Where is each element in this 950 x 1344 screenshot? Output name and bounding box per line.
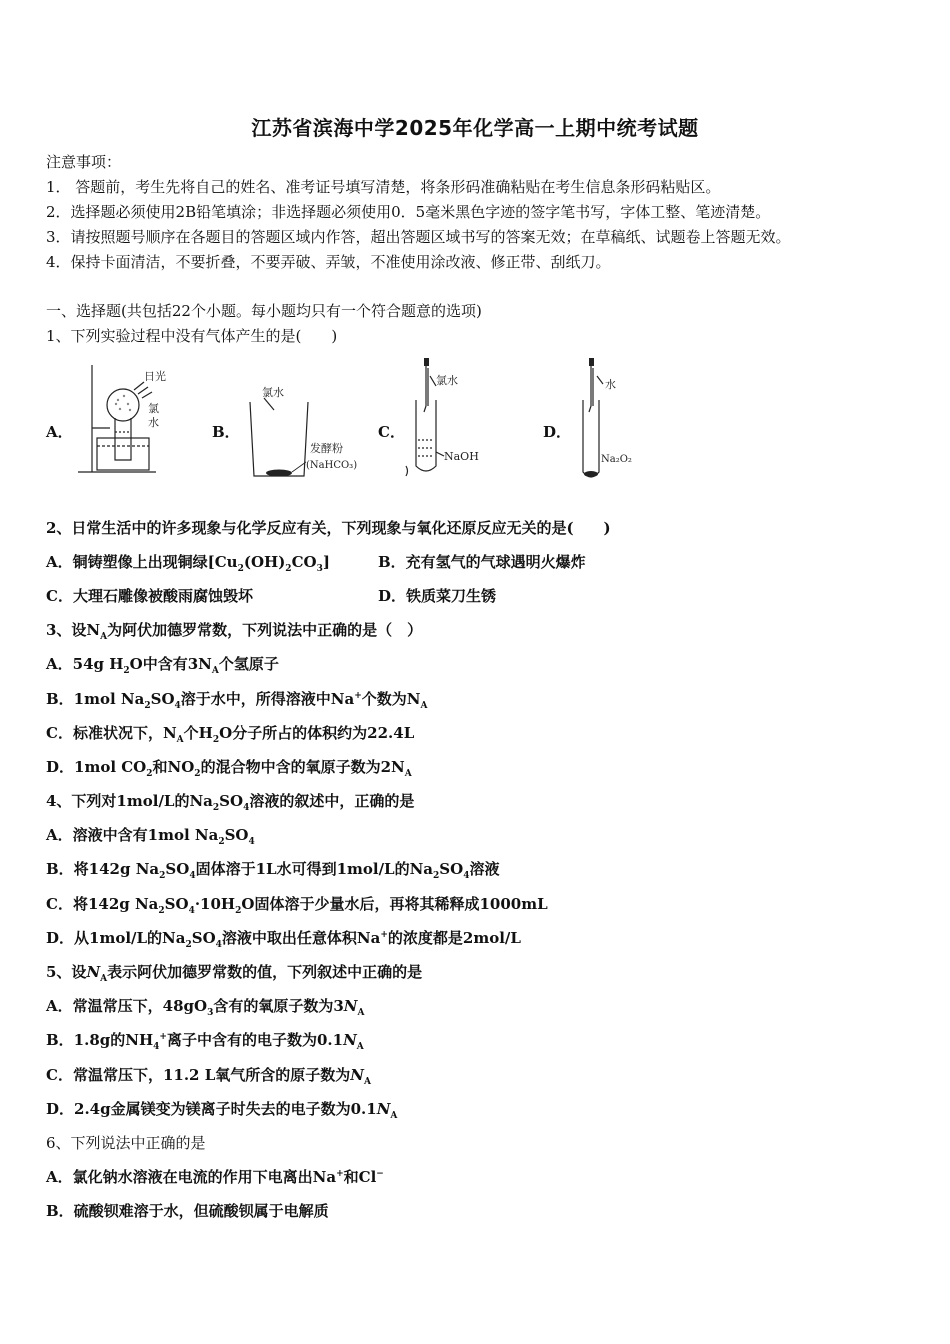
q1-fig-b-formula: (NaHCO₃) — [306, 460, 358, 471]
q1-stem: 1、下列实验过程中没有气体产生的是( ) — [46, 327, 338, 345]
notice-heading: 注意事项： — [46, 153, 122, 171]
q1-figure-b — [240, 380, 370, 480]
q1-figure-a — [70, 360, 185, 480]
q4-option-b: B．将142g $Na_2SO_4$固体溶于1L水可得到1mol/L的$Na_2SO_4$溶液 — [46, 860, 500, 881]
q1-fig-d-water: 水 — [605, 378, 616, 391]
q6-option-a: A．氯化钠水溶液在电流的作用下电离出Na+和Cl− — [46, 1168, 384, 1186]
section-heading: 一、选择题(共包括22个小题。每小题均只有一个符合题意的选项) — [46, 302, 482, 320]
q5-stem: 5、设$N_A$表示阿伏加德罗常数的值，下列叙述中正确的是 — [46, 963, 423, 984]
q1-figure-d — [575, 356, 650, 480]
q1-label-a: A． — [46, 423, 73, 441]
q3-option-d: D．1mol $CO_2$和$NO_2$的混合物中含的氧原子数为$2N_A$ — [46, 758, 412, 779]
q5-option-d: D．2.4g金属镁变为镁离子时失去的电子数为$0.1N_A$ — [46, 1100, 398, 1121]
q1-fig-b-powder: 发酵粉 — [310, 442, 343, 455]
q2-option-d: D．铁质菜刀生锈 — [378, 587, 497, 605]
q2-stem: 2、日常生活中的许多现象与化学反应有关，下列现象与氧化还原反应无关的是( ) — [46, 519, 611, 537]
q6-option-b: B．硫酸钡难溶于水，但硫酸钡属于电解质 — [46, 1202, 329, 1220]
q1-fig-b-water: 氯水 — [262, 386, 284, 399]
notice-item-4: 4．保持卡面清洁，不要折叠，不要弄破、弄皱，不准使用涂改液、修正带、刮纸刀。 — [46, 253, 611, 271]
notice-item-1: 1． 答题前，考生先将自己的姓名、准考证号填写清楚，将条形码准确粘贴在考生信息条形码粘贴区。 — [46, 178, 721, 196]
q2-option-b: B．充有氢气的气球遇明火爆炸 — [378, 553, 586, 571]
q3-option-a: A．54g $H_2O$中含有$3N_A$个氢原子 — [46, 655, 279, 676]
q4-option-a: A．溶液中含有1mol $Na_2SO_4$ — [46, 826, 255, 847]
q5-option-a: A．常温常压下，$48gO_3$含有的氧原子数为$3N_A$ — [46, 997, 365, 1018]
q1-label-b: B． — [212, 423, 240, 441]
page-title: 江苏省滨海中学2025年化学高一上期中统考试题 — [251, 116, 699, 140]
q3-option-c: C．标准状况下，$N_A$个$H_2O$分子所占的体积约为22.4L — [46, 724, 415, 745]
q4-option-c: C．将142g $Na_2SO_4\cdot 10H_2O$固体溶于少量水后，再将其稀释成1000mL — [46, 895, 548, 916]
q4-option-d: D．从1mol/L的$Na_2SO_4$溶液中取出任意体积Na+的浓度都是2mol/L — [46, 929, 521, 950]
notice-item-3: 3．请按照题号顺序在各题目的答题区域内作答，超出答题区域书写的答案无效；在草稿纸、试题卷上答题无效。 — [46, 228, 791, 246]
q6-stem: 6、下列说法中正确的是 — [46, 1134, 206, 1152]
notice-item-2: 2．选择题必须使用2B铅笔填涂；非选择题必须使用0．5毫米黑色字迹的签字笔书写，字体工整、笔迹清楚。 — [46, 203, 771, 221]
q1-fig-c-solution: NaOH — [444, 450, 479, 463]
q1-figure-c — [400, 356, 490, 480]
q2-option-c: C．大理石雕像被酸雨腐蚀毁坏 — [46, 587, 253, 605]
q2-option-a: A．铜铸塑像上出现铜绿$[Cu_2(OH)_2CO_3]$ — [46, 553, 330, 574]
q3-stem: 3、设$N_A$为阿伏加德罗常数，下列说法中正确的是（ ） — [46, 621, 423, 642]
q1-fig-a-water2: 水 — [148, 416, 159, 429]
q1-fig-a-water1: 氯 — [148, 402, 159, 415]
q1-fig-a-light: 日光 — [144, 370, 166, 383]
q1-label-d: D． — [543, 423, 572, 441]
q1-fig-d-solid: Na₂O₂ — [601, 454, 632, 465]
q1-fig-c-water: 氯水 — [436, 374, 458, 387]
q4-stem: 4、下列对1mol/L的$Na_2SO_4$溶液的叙述中，正确的是 — [46, 792, 415, 813]
q5-option-c: C．常温常压下，11.2 L氧气所含的原子数为$N_A$ — [46, 1066, 371, 1087]
q3-option-b: B．1mol $Na_2SO_4$溶于水中，所得溶液中Na+个数为$N_A$ — [46, 690, 428, 711]
q5-option-b: B．1.8g的$NH_4^+$离子中含有的电子数为$0.1N_A$ — [46, 1031, 364, 1052]
q1-label-c: C． — [378, 423, 405, 441]
